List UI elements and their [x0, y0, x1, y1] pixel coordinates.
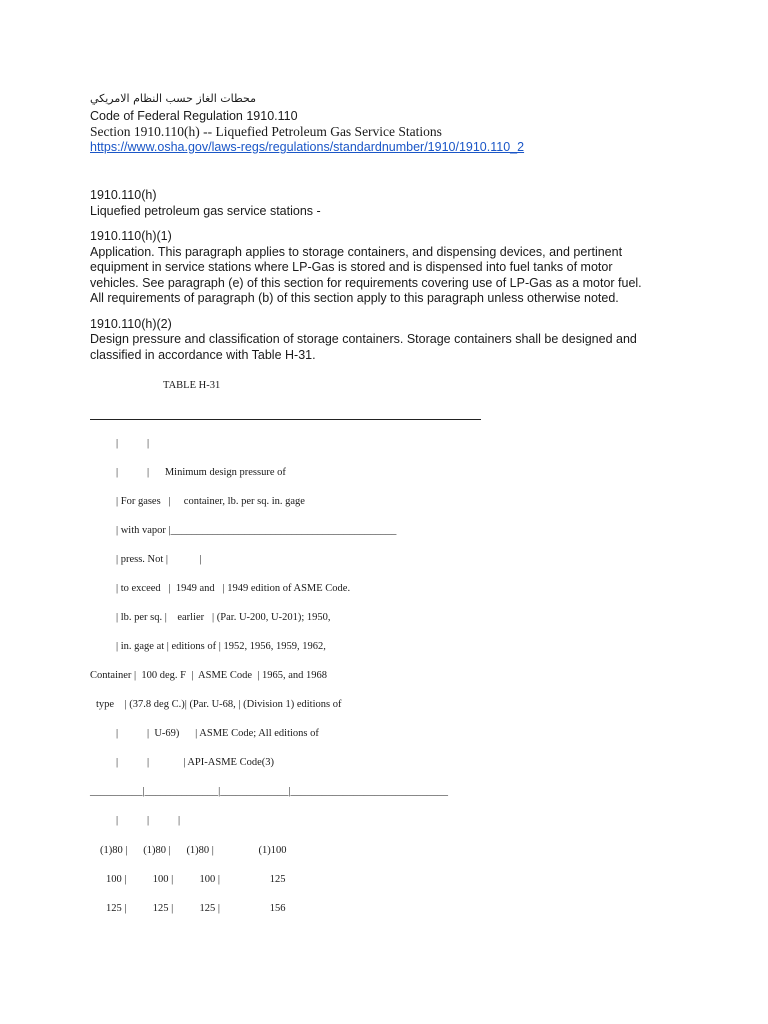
table-row: | to exceed | 1949 and | 1949 edition of ASME Code.	[116, 583, 351, 594]
table-row: | | Minimum design pressure of	[116, 467, 286, 478]
table-row: (1)80 | (1)80 | (1)80 | (1)100	[100, 845, 287, 856]
source-link[interactable]: https://www.osha.gov/laws-regs/regulations/standardnumber/1910/1910.110_2	[90, 140, 525, 154]
table-divider-row: __________|______________|_____________|______________________________	[90, 786, 449, 797]
table-row: | For gases | container, lb. per sq. in. gage	[116, 496, 305, 507]
table-row: | press. Not | |	[116, 554, 202, 565]
table-row: | | | API-ASME Code(3)	[116, 757, 274, 768]
section-title: Section 1910.110(h) -- Liquefied Petroleum Gas Service Stations	[90, 124, 442, 139]
table-row: 100 | 100 | 100 | 125	[106, 874, 286, 885]
table-row: | with vapor |___________________________________________	[116, 525, 397, 536]
table-row: | | U-69) | ASME Code; All editions of	[116, 728, 319, 739]
section-h-text: Liquefied petroleum gas service stations -	[90, 204, 321, 218]
table-row: 125 | 125 | 125 | 156	[106, 903, 286, 914]
table-row: Container | 100 deg. F | ASME Code | 1965, and 1968	[90, 670, 328, 681]
table-row: | lb. per sq. | earlier | (Par. U-200, U-201); 1950,	[116, 612, 331, 623]
table-top-rule	[90, 419, 481, 420]
table-row: | in. gage at | editions of | 1952, 1956, 1959, 1962,	[116, 641, 326, 652]
section-id-h: 1910.110(h)	[90, 188, 157, 202]
section-h2-line: classified in accordance with Table H-31.	[90, 348, 316, 362]
section-h1-line: vehicles. See paragraph (e) of this section for requirements covering use of LP-Gas as a motor fuel.	[90, 276, 642, 290]
regulation-title: Code of Federal Regulation 1910.110	[90, 109, 298, 123]
arabic-title: محطات الغاز حسب النظام الامريكي	[90, 92, 257, 105]
section-id-h1: 1910.110(h)(1)	[90, 229, 172, 243]
section-h1-line: Application. This paragraph applies to storage containers, and dispensing devices, and pertinent	[90, 245, 623, 259]
section-h1-line: All requirements of paragraph (b) of this section apply to this paragraph unless otherwise noted.	[90, 291, 619, 305]
table-row: | |	[116, 438, 150, 449]
table-title: TABLE H-31	[163, 380, 221, 391]
table-row: | | |	[116, 815, 181, 826]
table-row: type | (37.8 deg C.)| (Par. U-68, | (Division 1) editions of	[96, 699, 342, 710]
section-id-h2: 1910.110(h)(2)	[90, 317, 172, 331]
section-h2-line: Design pressure and classification of storage containers. Storage containers shall be designed and	[90, 332, 637, 346]
section-h1-line: equipment in service stations where LP-Gas is stored and is dispensed into fuel tanks of motor	[90, 260, 613, 274]
